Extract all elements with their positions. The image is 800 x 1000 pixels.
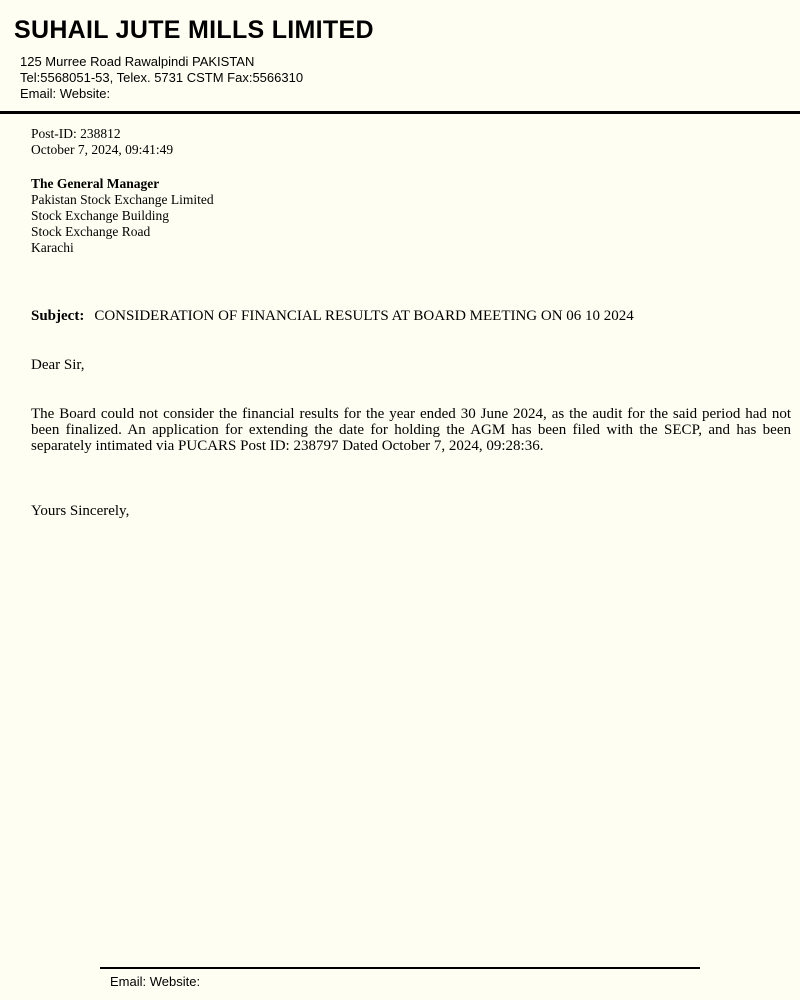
company-address: 125 Murree Road Rawalpindi PAKISTAN <box>20 54 255 69</box>
subject-line <box>31 308 791 324</box>
company-email-website: Email: Website: <box>20 86 111 101</box>
recipient-title: The General Manager <box>31 176 160 191</box>
post-id: Post-ID: 238812 <box>31 126 121 141</box>
meta-block <box>31 126 791 158</box>
recipient-line: Stock Exchange Road <box>31 224 151 239</box>
letterhead <box>0 0 800 102</box>
footer-divider <box>100 967 700 969</box>
company-name: SUHAIL JUTE MILLS LIMITED <box>14 16 374 44</box>
footer-email-website: Email: Website: <box>110 974 201 989</box>
recipient-line: Stock Exchange Building <box>31 208 169 223</box>
subject-text: CONSIDERATION OF FINANCIAL RESULTS AT BOARD MEETING ON 06 10 2024 <box>94 308 634 324</box>
letter-content <box>0 114 800 519</box>
date-time: October 7, 2024, 09:41:49 <box>31 142 174 157</box>
company-contact: Tel:5568051-53, Telex. 5731 CSTM Fax:5566310 <box>20 70 304 85</box>
subject-label: Subject: <box>31 308 85 324</box>
recipient-line: Pakistan Stock Exchange Limited <box>31 192 214 207</box>
recipient-block <box>31 176 791 256</box>
salutation: Dear Sir, <box>31 357 85 373</box>
closing: Yours Sincerely, <box>31 503 130 519</box>
recipient-line: Karachi <box>31 240 74 255</box>
body-paragraph: The Board could not consider the financial results for the year ended 30 June 2024, as the audit for the said period had not been finalized. An application for extending the date for holding the AGM has been filed with the SECP, and has been separately intimated via PUCARS Post ID: 238797 Dated October 7, 2024, 09:28:36. <box>31 406 791 454</box>
